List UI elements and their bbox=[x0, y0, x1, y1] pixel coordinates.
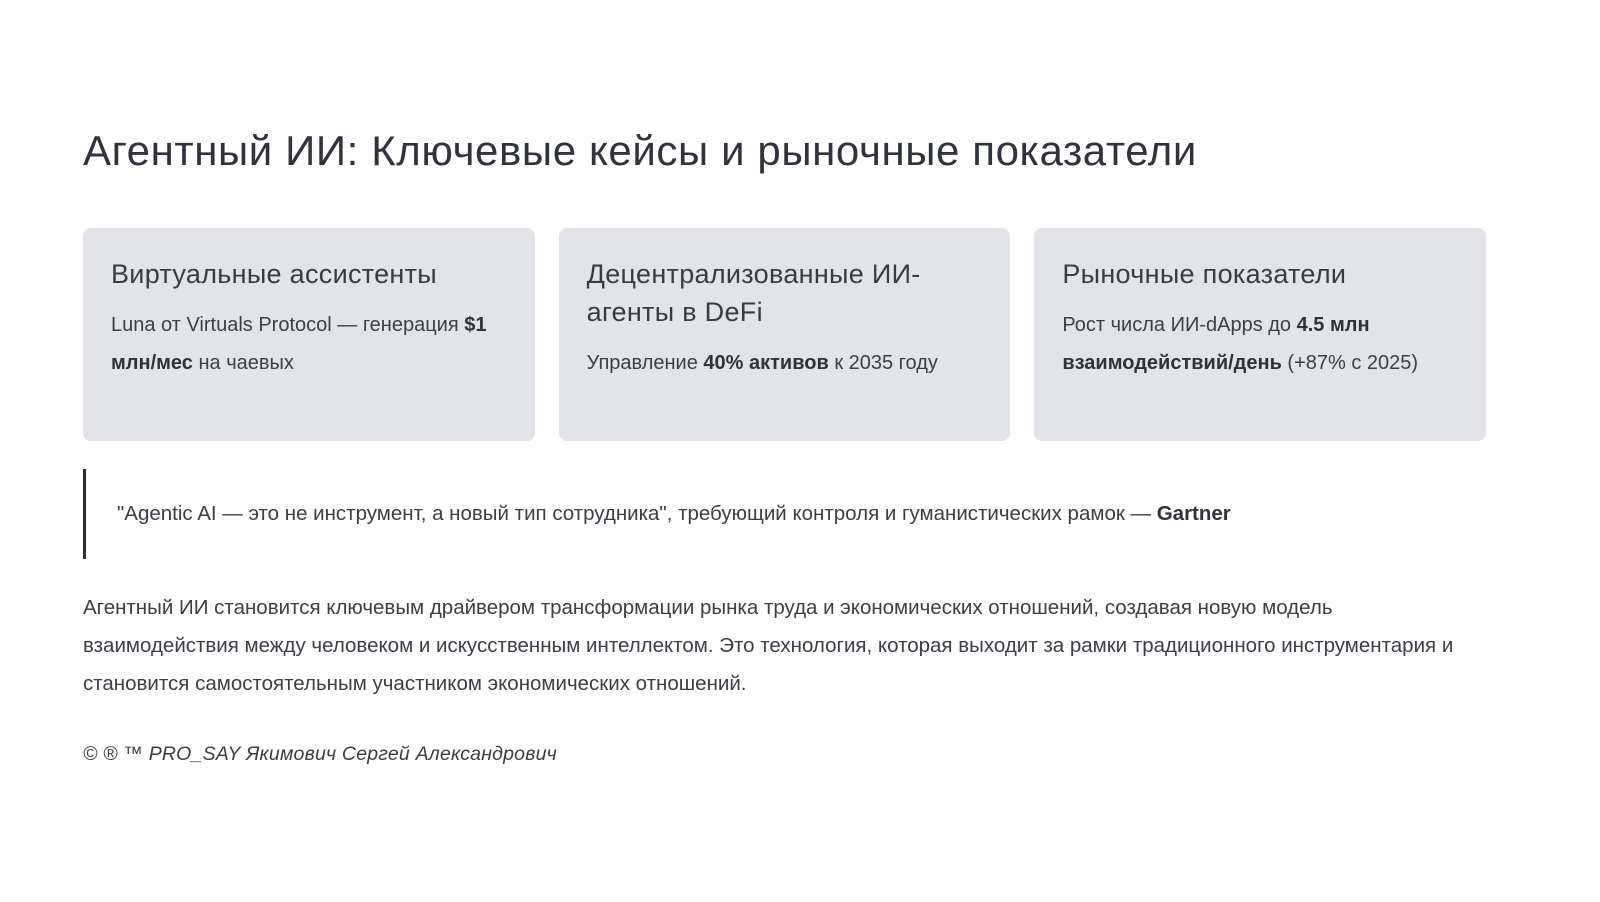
page-title: Агентный ИИ: Ключевые кейсы и рыночные показатели bbox=[83, 127, 1197, 174]
cards-row bbox=[83, 228, 1486, 441]
card-heading: Виртуальные ассистенты bbox=[111, 259, 438, 290]
card-body-text: (+87% с 2025) bbox=[1281, 352, 1419, 375]
card-defi-agents bbox=[559, 228, 1011, 441]
card-heading: Рыночные показатели bbox=[1062, 259, 1347, 290]
summary-paragraph: Агентный ИИ становится ключевым драйвером трансформации рынка труда и экономических отношений, создавая новую модель взаимодействия между человеком и искусственным интеллектом. Это технология, которая выходит за рамки традиционного инструментария и становится самостоятельным участником экономических отношений. bbox=[83, 596, 1454, 696]
card-body-highlight: 40% активов bbox=[703, 351, 829, 374]
slide-content bbox=[83, 126, 1486, 766]
card-body-text: Управление bbox=[586, 351, 704, 374]
quote-block bbox=[83, 469, 1486, 559]
card-body bbox=[1062, 306, 1458, 382]
card-body-text: на чаевых bbox=[192, 352, 294, 375]
card-market-metrics bbox=[1034, 228, 1486, 441]
copyright-footer: © ® ™ PRO_SAY Якимович Сергей Александрович bbox=[83, 743, 557, 766]
quote-text bbox=[117, 499, 1231, 530]
quote-body: "Agentic AI — это не инструмент, а новый тип сотрудника", требующий контроля и гуманистических рамок — bbox=[117, 502, 1157, 526]
card-heading: Децентрализованные ИИ-агенты в DeFi bbox=[586, 259, 921, 328]
card-body bbox=[587, 344, 983, 382]
card-body bbox=[111, 306, 507, 382]
card-virtual-assistants bbox=[83, 228, 535, 441]
card-body-text: к 2035 году bbox=[828, 351, 938, 374]
card-body-highlight: $1 млн/мес bbox=[111, 314, 487, 375]
card-body-text: Luna от Virtuals Protocol — генерация bbox=[111, 314, 465, 337]
card-body-highlight: 4.5 млн взаимодействий/день bbox=[1062, 314, 1370, 375]
quote-attribution: Gartner bbox=[1156, 502, 1231, 526]
card-body-text: Рост числа ИИ-dApps до bbox=[1062, 314, 1297, 337]
